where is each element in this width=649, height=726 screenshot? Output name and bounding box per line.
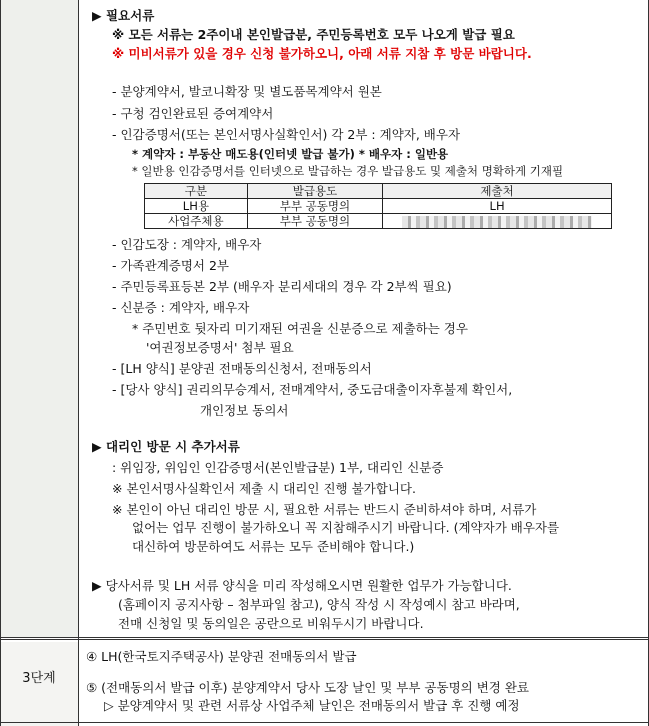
agent-line-4: 없어는 업무 진행이 불가하오니 꼭 지참해주시기 바랍니다. (계약자가 배우자를 bbox=[132, 520, 560, 535]
final-line-3: 전매 신청일 및 동의일은 공란으로 비워두시기 바랍니다. bbox=[118, 616, 424, 631]
seal-note-small: * 일반용 인감증명서를 인터넷으로 발급하는 경우 발급용도 및 제출처 명확하게 기재필 bbox=[132, 164, 564, 178]
table-cell: 부부 공동명의 bbox=[247, 214, 382, 229]
docs-item-6: - 주민등록표등본 2부 (배우자 분리세대의 경우 각 2부씩 필요) bbox=[112, 279, 452, 294]
border-bottom bbox=[0, 722, 649, 723]
table-cell: LH bbox=[383, 199, 612, 214]
step-item-5: ⑤ (전매동의서 발급 이후) 분양계약서 당사 도장 날인 및 부부 공동명의 변경 완료 bbox=[86, 680, 529, 695]
table-header: 제출처 bbox=[383, 184, 612, 199]
table-row bbox=[145, 214, 612, 229]
redacted-text bbox=[402, 216, 592, 228]
table-cell-redacted bbox=[383, 214, 612, 229]
border-left bbox=[0, 0, 1, 726]
table-cell: 사업주체용 bbox=[145, 214, 248, 229]
docs-item-3: - 인감증명서(또는 본인서명사실확인서) 각 2부 : 계약자, 배우자 bbox=[112, 127, 461, 142]
docs-item-5: - 가족관계증명서 2부 bbox=[112, 258, 230, 273]
bullet-triangle-icon: ▶ bbox=[92, 439, 102, 454]
docs-title: ▶ 필요서류 bbox=[92, 8, 155, 23]
step-item-5-sub: ▷ 분양계약서 및 관련 서류상 사업주체 날인은 전매동의서 발급 후 진행 예정 bbox=[104, 698, 520, 713]
table-cell: LH용 bbox=[145, 199, 248, 214]
agent-line-3: ※ 본인이 아닌 대리인 방문 시, 필요한 서류는 반드시 준비하셔야 하며, 서류가 bbox=[112, 502, 537, 517]
seal-usage-table bbox=[144, 183, 612, 229]
agent-title: ▶ 대리인 방문 시 추가서류 bbox=[92, 439, 240, 454]
agent-line-1: : 위임장, 위임인 인감증명서(본인발급분) 1부, 대리인 신분증 bbox=[112, 460, 444, 475]
docs-note-1: ※ 모든 서류는 2주이내 본인발급분, 주민등록번호 모두 나오게 발급 필요 bbox=[112, 27, 515, 42]
column-divider bbox=[78, 0, 79, 726]
docs-note-2: ※ 미비서류가 있을 경우 신청 불가하오니, 아래 서류 지참 후 방문 바랍니다. bbox=[112, 46, 532, 61]
table-header-row bbox=[145, 184, 612, 199]
agent-line-2: ※ 본인서명사실확인서 제출 시 대리인 진행 불가합니다. bbox=[112, 481, 416, 496]
docs-item-1: - 분양계약서, 발코니확장 및 별도품목계약서 원본 bbox=[112, 84, 382, 99]
id-note-2: '여권정보증명서' 첨부 필요 bbox=[146, 340, 294, 355]
row-divider bbox=[0, 637, 649, 640]
id-note-1: * 주민번호 뒷자리 미기재된 여권을 신분증으로 제출하는 경우 bbox=[132, 321, 468, 336]
docs-item-2: - 구청 검인완료된 증여계약서 bbox=[112, 106, 274, 121]
docs-item-9: - [당사 양식] 권리의무승계서, 전매계약서, 중도금대출이자후불제 확인서, bbox=[112, 382, 513, 397]
docs-item-9-cont: 개인정보 동의서 bbox=[200, 403, 289, 418]
bullet-triangle-icon: ▶ bbox=[92, 8, 102, 23]
docs-item-4: - 인감도장 : 계약자, 배우자 bbox=[112, 237, 262, 252]
bullet-triangle-icon: ▶ bbox=[92, 578, 102, 593]
seal-note-bold: * 계약자 : 부동산 매도용(인터넷 발급 불가) * 배우자 : 일반용 bbox=[132, 147, 449, 161]
table-cell: 부부 공동명의 bbox=[247, 199, 382, 214]
agent-line-5: 대신하여 방문하여도 서류는 모두 준비해야 합니다.) bbox=[132, 539, 415, 554]
docs-item-8: - [LH 양식] 분양권 전매동의신청서, 전매동의서 bbox=[112, 361, 372, 376]
table-row bbox=[145, 199, 612, 214]
step-label: 3단계 bbox=[22, 671, 56, 686]
step-item-4: ④ LH(한국토지주택공사) 분양권 전매동의서 발급 bbox=[86, 649, 357, 664]
final-line-1: ▶ 당사서류 및 LH 서류 양식을 미리 작성해오시면 원활한 업무가 가능합니다. bbox=[92, 578, 512, 593]
docs-item-7: - 신분증 : 계약자, 배우자 bbox=[112, 300, 250, 315]
left-column-cell bbox=[0, 0, 78, 638]
table-header: 발급용도 bbox=[247, 184, 382, 199]
final-line-2: (홈페이지 공지사항 – 첨부파일 참고), 양식 작성 시 작성예시 참고 바라며, bbox=[118, 597, 520, 612]
table-header: 구분 bbox=[145, 184, 248, 199]
